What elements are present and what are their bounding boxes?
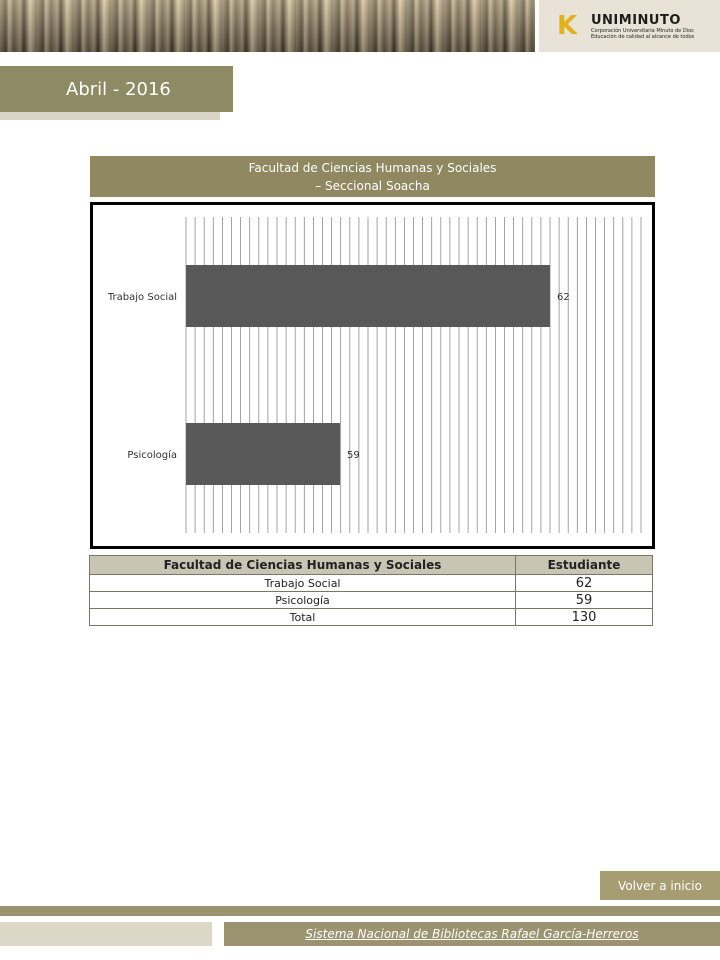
bar-chart [90,202,655,549]
category-label: Psicología [127,450,177,461]
data-label: 62 [557,292,570,303]
table-row [90,575,653,592]
chart-title-line1: Facultad de Ciencias Humanas y Sociales [248,161,497,175]
logo-name: UNIMINUTO [591,12,681,28]
footer-divider [0,906,720,916]
table-cell-value: 59 [516,592,653,609]
data-table [89,555,653,626]
chart-title [90,156,655,197]
table-cell-label: Total [90,609,516,626]
date-label: Abril - 2016 [0,66,233,112]
footer-left-block [0,922,212,946]
bar-0 [186,265,550,327]
logo-subtitle: Corporación Universitaria Minuto de Dios [591,27,694,34]
table-header-faculty: Facultad de Ciencias Humanas y Sociales [90,556,516,575]
back-to-home-button[interactable]: Volver a inicio [600,871,720,900]
footer-library-link[interactable]: Sistema Nacional de Bibliotecas Rafael García-Herreros [224,922,720,946]
category-label: Trabajo Social [107,292,177,303]
table-header-students: Estudiante [516,556,653,575]
table-cell-value: 130 [516,609,653,626]
header-banner-image [0,0,535,52]
table-cell-label: Psicología [90,592,516,609]
chart-title-line2: – Seccional Soacha [315,179,430,193]
date-tab-shadow [0,112,220,120]
table-cell-label: Trabajo Social [90,575,516,592]
chart-canvas [93,205,652,546]
table-row-total [90,609,653,626]
table-row [90,592,653,609]
table-cell-value: 62 [516,575,653,592]
data-label: 59 [347,450,360,461]
bar-1 [186,423,340,485]
logo-tagline: Educación de calidad al alcance de todos [591,33,695,40]
university-logo [539,0,720,52]
logo-mark-icon: K [557,11,574,41]
